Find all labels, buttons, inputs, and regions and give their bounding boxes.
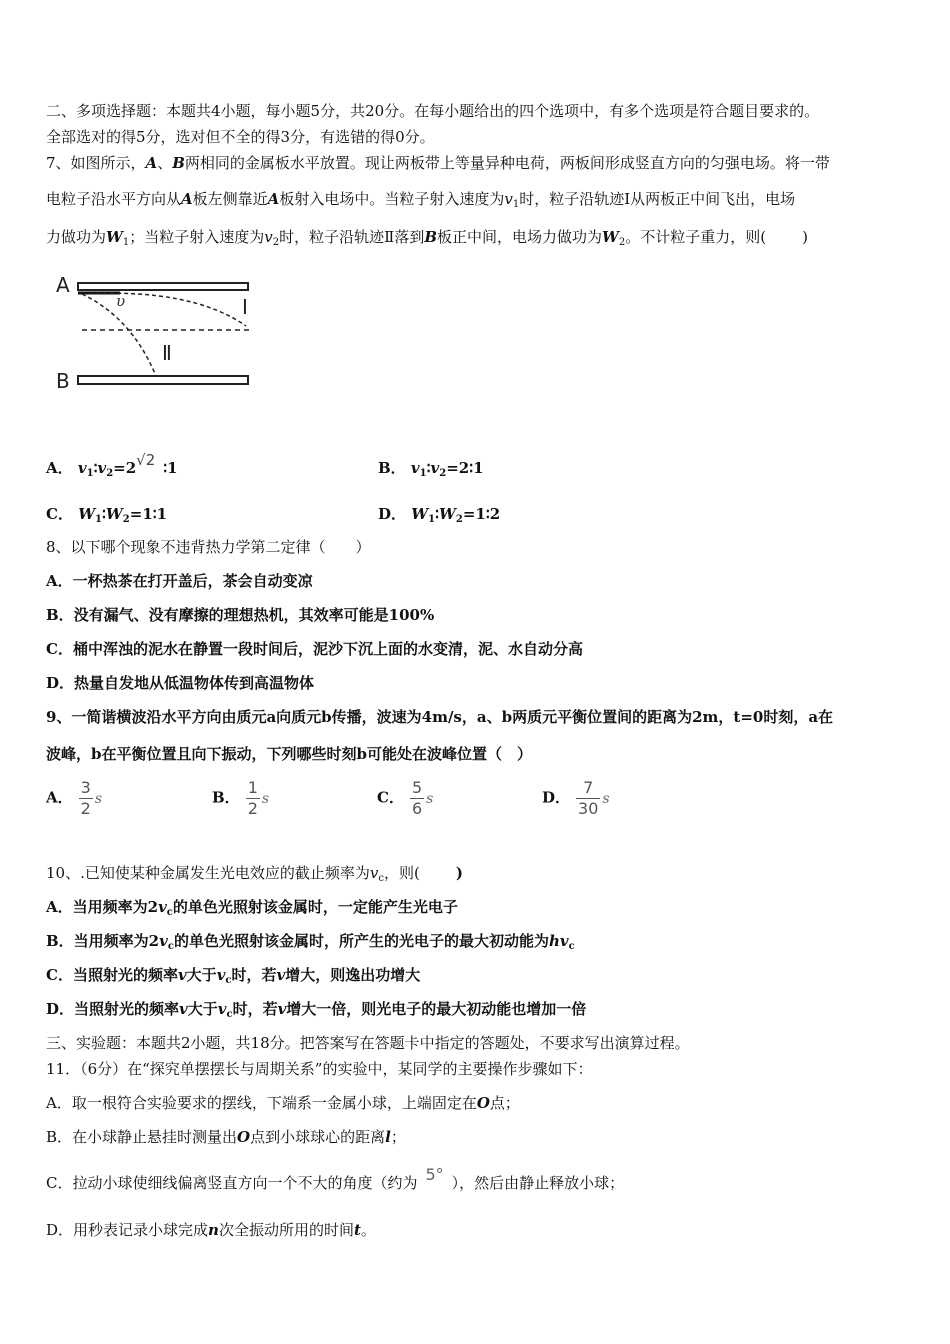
q10-text: 10、.已知使某种金属发生光电效应的截止频率为 <box>46 864 370 882</box>
q11-step-d <box>46 1220 376 1240</box>
q11-length-l: l <box>385 1128 391 1146</box>
q7-sub: 1 <box>512 199 520 210</box>
q10-v: v <box>277 1000 287 1018</box>
q7-text: 、 <box>157 154 173 172</box>
option-colon: ∶ <box>426 459 431 477</box>
q10-option-d[interactable] <box>46 999 586 1025</box>
unit-seconds: s <box>426 790 434 807</box>
q9-option-c[interactable] <box>377 778 433 819</box>
q10-text: A．当用频率为2 <box>46 898 159 916</box>
option-eq: =2∶1 <box>446 459 484 477</box>
q10-v: v <box>177 966 187 984</box>
q7-text: 力做功为 <box>46 228 107 246</box>
option-sub: 1 <box>86 468 94 479</box>
q10-v: v <box>216 966 226 984</box>
unit-seconds: s <box>602 790 610 807</box>
q7-option-c[interactable] <box>46 504 167 530</box>
q11-text: B．在小球静止悬挂时测量出 <box>46 1128 238 1146</box>
q10-sub-c: c <box>225 975 232 986</box>
option-sub: 2 <box>106 468 114 479</box>
angle-five-degrees: 5° <box>425 1165 444 1184</box>
q7-text: 。不计粒子重力，则( <box>625 228 767 246</box>
q7-text: 板射入电场中。当粒子射入速度为 <box>279 190 505 208</box>
q10-text: ) <box>455 864 463 882</box>
q10-stem <box>46 863 463 889</box>
option-eq: =1∶2 <box>462 505 501 523</box>
q11-text: 次全振动所用的时间 <box>218 1221 354 1239</box>
q10-text: 时，若 <box>232 1000 278 1018</box>
option-colon: ∶ <box>102 505 106 523</box>
q10-sub-c: c <box>226 1009 233 1020</box>
q11-step-c <box>46 1165 625 1193</box>
q11-text: 点到小球球心的距离 <box>250 1128 386 1146</box>
q10-v: v <box>217 1000 227 1018</box>
fraction-numerator: 1 <box>247 778 258 797</box>
q7-sub: 2 <box>272 237 280 248</box>
q9-option-a[interactable] <box>46 778 102 819</box>
option-w2: W <box>438 505 456 523</box>
q10-v: v <box>276 966 286 984</box>
q9-option-d[interactable] <box>542 778 610 819</box>
figure-label-v: υ <box>116 292 126 310</box>
q9-line1: 9、一简谐横波沿水平方向由质元a向质元b传播，波速为4m/s，a、b两质元平衡位置间的距离为2m，t=0时刻，a在 <box>46 708 834 726</box>
fraction-numerator: 7 <box>583 778 594 797</box>
q11-time-t: t <box>353 1221 361 1239</box>
q11-point-o: O <box>237 1128 251 1146</box>
q7-option-d[interactable] <box>378 504 500 530</box>
fraction-denominator: 30 <box>578 799 599 818</box>
fraction <box>576 778 600 819</box>
option-sub: 2 <box>122 514 130 525</box>
q10-text: 增大，则逸出功增大 <box>285 966 421 984</box>
q10-v: v <box>159 932 168 950</box>
q11-text: ），然后由静止释放小球； <box>451 1174 625 1192</box>
option-eq: =2 <box>113 459 137 477</box>
fraction-numerator: 3 <box>80 778 91 797</box>
q10-option-a[interactable] <box>46 897 458 923</box>
fraction <box>246 778 260 819</box>
option-letter: D． <box>378 505 407 523</box>
q7-text: 板正中间，电场力做功为 <box>437 228 603 246</box>
q10-text: 大于 <box>186 966 217 984</box>
q10-v: v <box>158 898 167 916</box>
option-colon: ∶ <box>93 459 98 477</box>
q8-option-d[interactable]: D．热量自发地从低温物体传到高温物体 <box>46 674 315 692</box>
option-w2: W <box>105 505 123 523</box>
q10-text: 大于 <box>187 1000 218 1018</box>
q7-v: v <box>504 190 513 208</box>
q7-line3 <box>46 227 808 253</box>
q10-sub-c: c <box>167 941 174 952</box>
q11-count-n: n <box>208 1221 219 1239</box>
q7-line2 <box>46 189 795 215</box>
option-letter: C． <box>377 788 404 807</box>
q11-text: 点； <box>489 1094 520 1112</box>
plate-a <box>78 283 248 290</box>
option-colon: ∶ <box>435 505 439 523</box>
q7-plate-a: A <box>181 190 193 208</box>
option-v1: v <box>410 459 420 477</box>
option-v1: v <box>77 459 87 477</box>
unit-seconds: s <box>94 790 103 807</box>
fraction <box>79 778 93 819</box>
q7-plate-a: A <box>267 190 280 208</box>
option-v2: v <box>430 459 440 477</box>
q7-text: 时，粒子沿轨迹Ⅰ从两板正中间飞出，电场 <box>519 190 796 208</box>
q8-stem: 8、以下哪个现象不违背热力学第二定律（ ） <box>46 538 371 556</box>
q11-text: C．拉动小球使细线偏离竖直方向一个不大的角度（约为 <box>46 1174 418 1192</box>
q7-v: v <box>264 228 273 246</box>
figure-label-i: Ⅰ <box>242 295 248 319</box>
q11-step-a <box>46 1093 520 1113</box>
option-letter: B． <box>212 788 240 807</box>
q7-option-b[interactable] <box>378 458 484 484</box>
q10-sub-c: c <box>378 873 384 884</box>
q7-sub: 1 <box>122 237 130 248</box>
q10-v: v <box>559 932 569 950</box>
option-sub: 1 <box>428 514 436 525</box>
option-w1: W <box>78 505 96 523</box>
q7-text: 时，粒子沿轨迹Ⅱ落到 <box>279 228 425 246</box>
q10-text: ，则( <box>383 864 420 882</box>
q11-text: ； <box>390 1128 406 1146</box>
q10-text: 的单色光照射该金属时，一定能产生光电子 <box>172 898 458 916</box>
q8-option-b[interactable]: B．没有漏气、没有摩擦的理想热机，其效率可能是100% <box>46 606 435 624</box>
option-w1: W <box>411 505 429 523</box>
q7-text: ) <box>802 228 808 246</box>
q10-option-b[interactable] <box>46 931 575 957</box>
q7-text: 7、如图所示， <box>46 154 146 172</box>
option-letter: B． <box>378 459 406 477</box>
option-sub: 1 <box>419 468 427 479</box>
q7-w: W <box>106 228 123 246</box>
q11-step-b <box>46 1127 406 1147</box>
plate-b <box>78 376 248 384</box>
q11-text: 。 <box>360 1221 376 1239</box>
q11-stem: 11．（6分）在“探究单摆摆长与周期关系”的实验中，某同学的主要操作步骤如下： <box>46 1060 593 1078</box>
q10-text: 增大一倍，则光电子的最大初动能也增加一倍 <box>286 1000 587 1018</box>
sqrt-two: √2 <box>136 451 156 469</box>
option-eq: =1∶1 <box>129 505 168 523</box>
q10-sub-c: c <box>568 941 575 952</box>
q8-option-a[interactable]: A．一杯热茶在打开盖后，茶会自动变凉 <box>46 572 313 590</box>
q7-text: 两相同的金属板水平放置。现让两板带上等量异种电荷，两板间形成竖直方向的匀强电场。将一带 <box>184 154 830 172</box>
section3-header: 三、实验题：本题共2小题，共18分。把答案写在答题卡中指定的答题处，不要求写出演算过程。 <box>46 1034 690 1052</box>
q10-text: 时，若 <box>231 966 277 984</box>
q7-figure <box>52 268 262 396</box>
q10-v: v <box>179 1000 188 1018</box>
option-sub: 2 <box>455 514 463 525</box>
q10-v: v <box>369 864 379 882</box>
fraction <box>410 778 424 819</box>
option-sub: 2 <box>439 468 447 479</box>
q7-text: ；当粒子射入速度为 <box>129 228 265 246</box>
q10-h: h <box>548 932 560 950</box>
option-v2: v <box>97 459 107 477</box>
q7-line1 <box>46 153 830 173</box>
option-letter: A． <box>46 459 73 477</box>
q10-text: 的单色光照射该金属时，所产生的光电子的最大初动能为 <box>173 932 549 950</box>
q8-option-c[interactable]: C．桶中浑浊的泥水在静置一段时间后，泥沙下沉上面的水变清，泥、水自动分高 <box>46 640 583 658</box>
fraction-denominator: 2 <box>247 799 258 818</box>
q10-text: C．当照射光的频率 <box>46 966 178 984</box>
q7-plate-a: A <box>145 154 158 172</box>
q7-w: W <box>602 228 619 246</box>
option-end: ∶1 <box>163 459 178 477</box>
fraction-denominator: 6 <box>411 799 423 818</box>
option-letter: D． <box>542 788 571 807</box>
figure-label-ii: Ⅱ <box>162 341 172 365</box>
option-letter: C． <box>46 505 73 523</box>
q10-sub-c: c <box>166 907 173 918</box>
q10-option-c[interactable] <box>46 965 420 991</box>
q7-text: 电粒子沿水平方向从 <box>46 190 182 208</box>
q11-point-o: O <box>476 1094 490 1112</box>
q11-text: D．用秒表记录小球完成 <box>46 1221 209 1239</box>
q9-option-b[interactable] <box>212 778 269 819</box>
unit-seconds: s <box>261 790 270 807</box>
section2-header-line2: 全部选对的得5分，选对但不全的得3分，有选错的得0分。 <box>46 128 435 146</box>
fraction-denominator: 2 <box>80 799 91 818</box>
fraction-numerator: 5 <box>411 778 423 797</box>
q7-sub: 2 <box>618 237 626 248</box>
q7-text: 板左侧靠近 <box>192 190 268 208</box>
q9-line2: 波峰，b在平衡位置且向下振动，下列哪些时刻b可能处在波峰位置（ ） <box>46 745 532 763</box>
option-sub: 1 <box>95 514 103 525</box>
q7-plate-b: B <box>424 228 438 246</box>
figure-label-a: A <box>56 273 70 297</box>
section2-header-line1: 二、多项选择题：本题共4小题，每小题5分，共20分。在每小题给出的四个选项中，有多个选项是符合题目要求的。 <box>46 102 820 120</box>
q7-plate-b: B <box>172 154 185 172</box>
q10-text: B．当用频率为2 <box>46 932 160 950</box>
figure-label-b: B <box>56 369 70 393</box>
q7-option-a[interactable] <box>46 451 178 484</box>
option-letter: A． <box>46 788 73 807</box>
q10-text: D．当照射光的频率 <box>46 1000 180 1018</box>
q11-text: A．取一根符合实验要求的摆线，下端系一金属小球，上端固定在 <box>46 1094 477 1112</box>
